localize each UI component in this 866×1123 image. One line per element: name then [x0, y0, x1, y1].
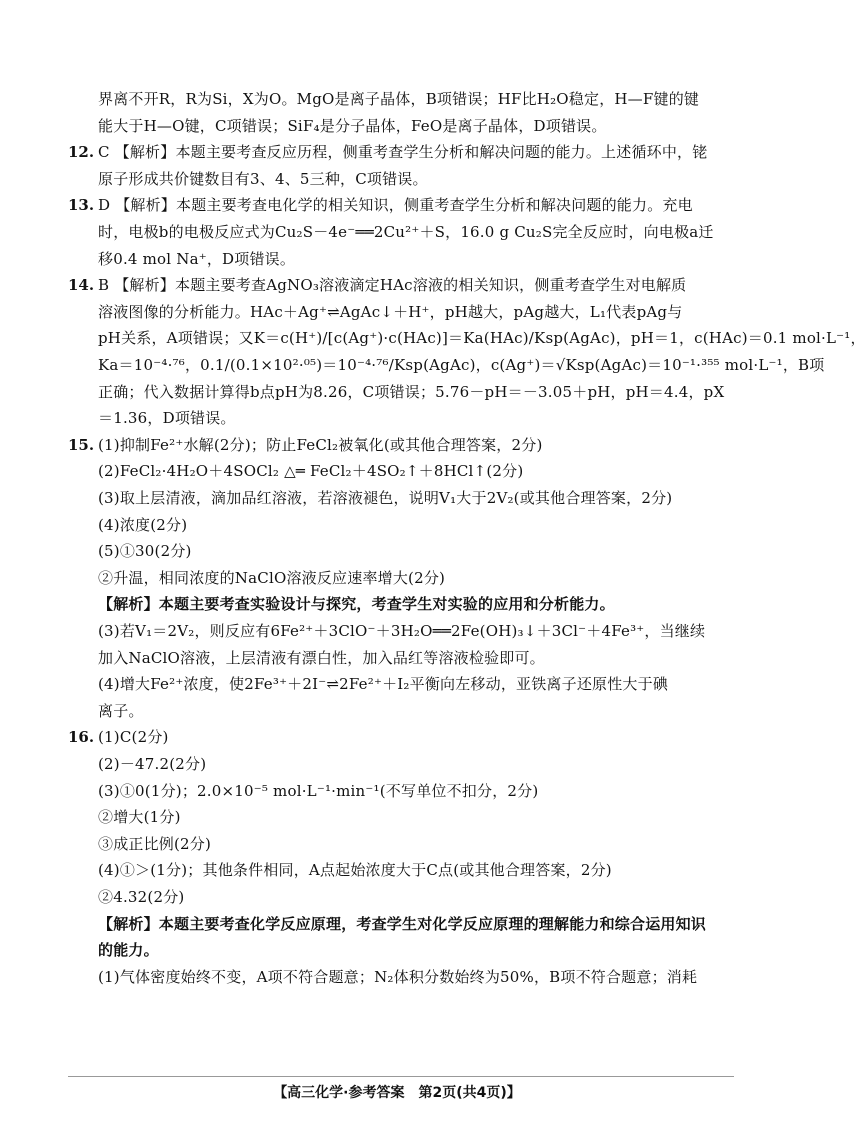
answer-text-line: (3)①0(1分)；2.0×10⁻⁵ mol·L⁻¹·min⁻¹(不写单位不扣分，2分) — [98, 781, 539, 800]
question-number: 14. — [68, 276, 95, 295]
question-number: 12. — [68, 143, 95, 162]
answer-text-line: 时，电极b的电极反应式为Cu₂S－4e⁻══2Cu²⁺＋S，16.0 g Cu₂S完全反应时，向电极a迁 — [98, 223, 714, 241]
answer-text-line: ②4.32(2分) — [98, 888, 185, 906]
answer-text-line: D 【解析】本题主要考查电化学的相关知识，侧重考查学生分析和解决问题的能力。充电 — [98, 196, 693, 215]
question-number: 13. — [68, 196, 95, 215]
answer-text-line: (2)FeCl₂·4H₂O＋4SOCl₂ △═ FeCl₂＋4SO₂↑＋8HCl↑(2分) — [98, 462, 524, 481]
answer-text-line: (4)①＞(1分)；其他条件相同，A点起始浓度大于C点(或其他合理答案，2分) — [98, 861, 612, 880]
answer-text-line: 界离不开R，R为Si，X为O。MgO是离子晶体，B项错误；HF比H₂O稳定，H—F键的键 — [98, 90, 700, 108]
answer-text-line: pH关系，A项错误；又K＝c(H⁺)/[c(Ag⁺)·c(HAc)]＝Ka(HAc)/Ksp(AgAc)，pH＝1，c(HAc)＝0.1 mol·L⁻¹， — [98, 329, 866, 348]
answer-text-line: (4)增大Fe²⁺浓度，使2Fe³⁺＋2I⁻⇌2Fe²⁺＋I₂平衡向左移动，亚铁离子还原性大于碘 — [98, 675, 669, 694]
answer-text-line: ③成正比例(2分) — [98, 834, 212, 853]
answer-text-line: 加入NaClO溶液，上层清液有漂白性，加入品红等溶液检验即可。 — [98, 648, 545, 667]
answer-text-line: ＝1.36，D项错误。 — [98, 409, 236, 428]
answer-text-line: ②升温，相同浓度的NaClO溶液反应速率增大(2分) — [98, 568, 446, 587]
answer-text-line: (3)若V₁＝2V₂，则反应有6Fe²⁺＋3ClO⁻＋3H₂O══2Fe(OH)₃↓＋3Cl⁻＋4Fe³⁺，当继续 — [98, 622, 706, 640]
answer-text-line: (4)浓度(2分) — [98, 515, 188, 534]
page-footer: 【高三化学·参考答案 第2页(共4页)】 — [273, 1085, 521, 1101]
answer-text-line: (1)抑制Fe²⁺水解(2分)；防止FeCl₂被氧化(或其他合理答案，2分) — [98, 435, 543, 454]
answer-text-line: C 【解析】本题主要考查反应历程，侧重考查学生分析和解决问题的能力。上述循环中，铑 — [98, 143, 708, 162]
answer-text-line: ②增大(1分) — [98, 808, 181, 827]
answer-text-line: (3)取上层清液，滴加品红溶液，若溶液褪色，说明V₁大于2V₂(或其他合理答案，2分) — [98, 489, 673, 507]
answer-text-line: 的能力。 — [98, 941, 159, 960]
answer-text-line: (2)－47.2(2分) — [98, 755, 207, 773]
answer-text-line: 离子。 — [98, 701, 144, 720]
answer-text-line: 正确；代入数据计算得b点pH为8.26，C项错误；5.76－pH＝－3.05＋pH，pH＝4.4，pX — [98, 382, 725, 401]
answer-text-line: 【解析】本题主要考查实验设计与探究，考查学生对实验的应用和分析能力。 — [98, 595, 615, 614]
answer-text-line: 溶液图像的分析能力。HAc＋Ag⁺⇌AgAc↓＋H⁺，pH越大，pAg越大，L₁代表pAg与 — [98, 302, 683, 321]
answer-text-line: 原子形成共价键数目有3、4、5三种，C项错误。 — [98, 169, 428, 188]
answer-text-line: B 【解析】本题主要考查AgNO₃溶液滴定HAc溶液的相关知识，侧重考查学生对电解质 — [98, 276, 687, 295]
answer-text-line: (5)①30(2分) — [98, 542, 192, 561]
answer-text-line: 能大于H—O键，C项错误；SiF₄是分子晶体，FeO是离子晶体，D项错误。 — [98, 116, 607, 135]
question-number: 16. — [68, 728, 95, 747]
answer-text-line: (1)C(2分) — [98, 728, 169, 747]
question-number: 15. — [68, 435, 95, 454]
answer-text-line: Ka＝10⁻⁴·⁷⁶，0.1/(0.1×10²·⁰⁵)＝10⁻⁴·⁷⁶/Ksp(AgAc)，c(Ag⁺)＝√Ksp(AgAc)＝10⁻¹·³⁵⁵ mol·L⁻¹，B项 — [98, 356, 825, 374]
answer-text-line: 移0.4 mol Na⁺，D项错误。 — [98, 249, 296, 268]
answer-text-line: 【解析】本题主要考查化学反应原理，考查学生对化学反应原理的理解能力和综合运用知识 — [98, 914, 707, 933]
footer-divider — [68, 1076, 734, 1077]
answer-text-line: (1)气体密度始终不变，A项不符合题意；N₂体积分数始终为50%，B项不符合题意；消耗 — [98, 967, 698, 986]
